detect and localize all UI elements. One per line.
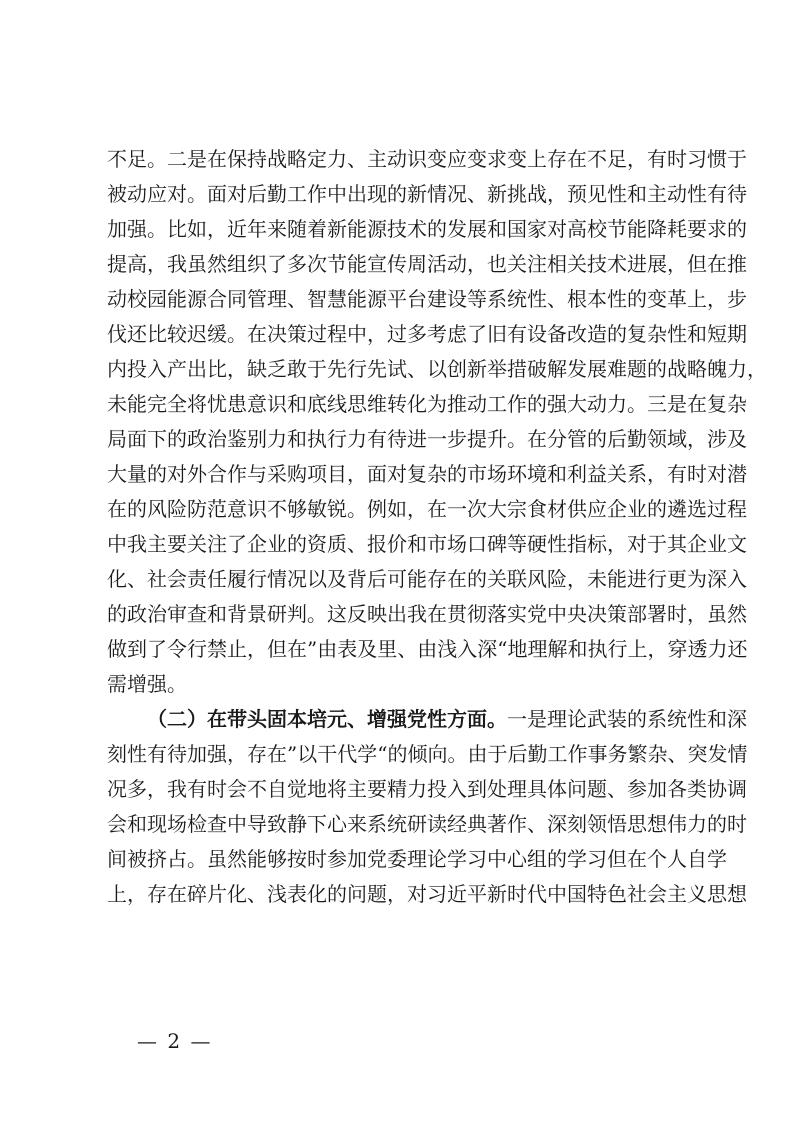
paragraph-line: 上，存在碎片化、浅表化的问题，对习近平新时代中国特色社会主义思想: [107, 882, 747, 906]
paragraph-line: 大量的对外合作与采购项目，面对复杂的市场环境和利益关系，有时对潜: [107, 462, 747, 486]
paragraph-line: 中我主要关注了企业的资质、报价和市场口碑等硬性指标，对于其企业文: [107, 532, 747, 556]
paragraph-line: 需增强。: [107, 672, 187, 696]
paragraph-first-line: [107, 702, 747, 737]
paragraph-line: 动校园能源合同管理、智慧能源平台建设等系统性、根本性的变革上，步: [107, 287, 747, 311]
paragraph-line: 内投入产出比，缺乏敢于先行先试、以创新举措破解发展难题的战略魄力，: [107, 357, 767, 381]
paragraph-line: 的政治审查和背景研判。这反映出我在贯彻落实党中央决策部署时，虽然: [107, 602, 747, 626]
document-body: [107, 142, 767, 912]
paragraph-line: 局面下的政治鉴别力和执行力有待进一步提升。在分管的后勤领域，涉及: [107, 427, 747, 451]
section-heading: （二）在带头固本培元、增强党性方面。: [147, 707, 507, 731]
paragraph-line: 做到了令行禁止，但在”由表及里、由浅入深“地理解和执行上，穿透力还: [107, 637, 748, 661]
paragraph-line: 不足。二是在保持战略定力、主动识变应变求变上存在不足，有时习惯于: [107, 147, 747, 171]
paragraph-2: [107, 702, 748, 912]
paragraph-line: 会和现场检查中导致静下心来系统研读经典著作、深刻领悟思想伟力的时: [107, 812, 747, 836]
paragraph-line: 加强。比如，近年来随着新能源技术的发展和国家对高校节能降耗要求的: [107, 217, 747, 241]
paragraph-line: 况多，我有时会不自觉地将主要精力投入到处理具体问题、参加各类协调: [107, 777, 747, 801]
paragraph-line: 间被挤占。虽然能够按时参加党委理论学习中心组的学习但在个人自学: [107, 847, 727, 871]
paragraph-line: 提高，我虽然组织了多次节能宣传周活动，也关注相关技术进展，但在推: [107, 252, 747, 276]
paragraph-line: 刻性有待加强，存在”以干代学“的倾向。由于后勤工作事务繁杂、突发情: [107, 742, 748, 766]
paragraph-line: 化、社会责任履行情况以及背后可能存在的关联风险，未能进行更为深入: [107, 567, 747, 591]
paragraph-1: [107, 142, 767, 702]
paragraph-line: 未能完全将忧患意识和底线思维转化为推动工作的强大动力。三是在复杂: [107, 392, 747, 416]
paragraph-line: 在的风险防范意识不够敏锐。例如，在一次大宗食材供应企业的遴选过程: [107, 497, 747, 521]
page-number: — 2 —: [137, 1029, 213, 1053]
paragraph-text: 一是理论武装的系统性和深: [507, 707, 747, 731]
paragraph-line: 伐还比较迟缓。在决策过程中，过多考虑了旧有设备改造的复杂性和短期: [107, 322, 747, 346]
paragraph-line: 被动应对。面对后勤工作中出现的新情况、新挑战，预见性和主动性有待: [107, 182, 747, 206]
